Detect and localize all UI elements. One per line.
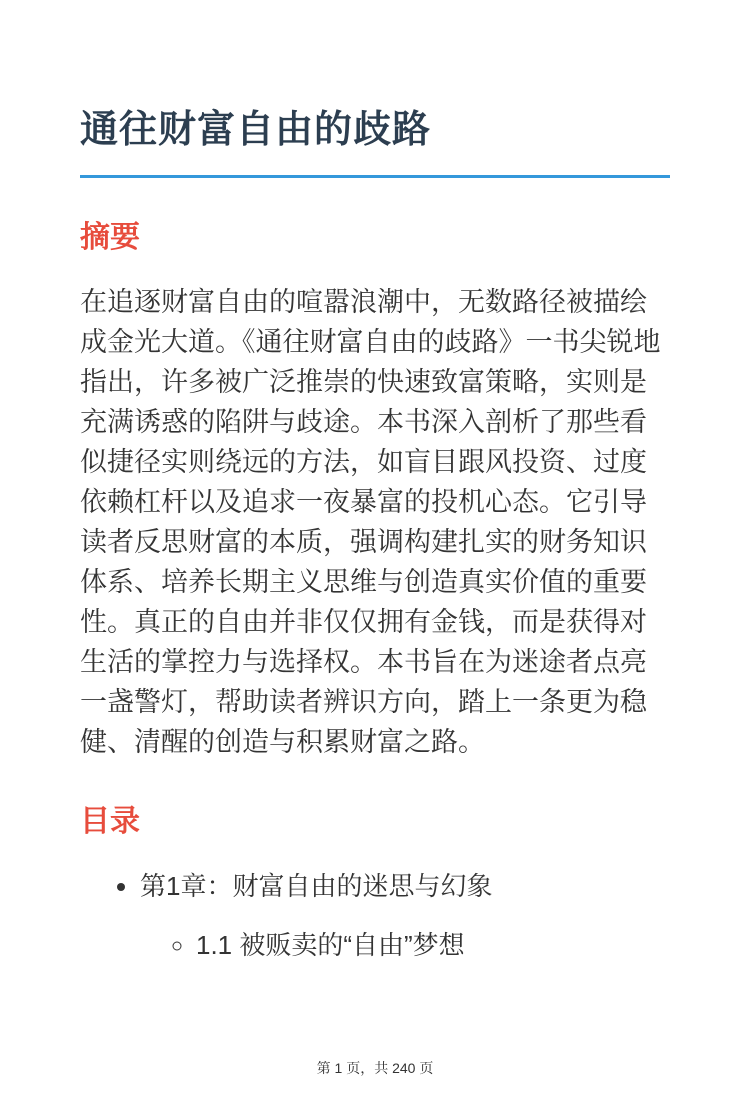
toc-subitem-label: 1.1 被贩卖的“自由”梦想 xyxy=(196,929,465,960)
page-title: 通往财富自由的歧路 xyxy=(80,109,432,151)
abstract-paragraph: 在追逐财富自由的喧嚣浪潮中，无数路径被描绘成金光大道。《通往财富自由的歧路》一书尖锐地指出，许多被广泛推崇的快速致富策略，实则是充满诱惑的陷阱与歧途。本书深入剖析了那些看似捷径实则绕远的方法，如盲目跟风投资、过度依赖杠杆以及追求一夜暴富的投机心态。它引导读者反思财富的本质，强调构建扎实的财务知识体系、培养长期主义思维与创造真实价值的重要性。真正的自由并非仅仅拥有金钱，而是获得对生活的掌控力与选择权。本书旨在为迷途者点亮一盏警灯，帮助读者辨识方向，踏上一条更为稳健、清醒的创造与积累财富之路。 xyxy=(80,287,661,758)
document-page xyxy=(0,106,750,961)
page-number-indicator: 第 1 页，共 240 页 xyxy=(316,1060,434,1076)
title-divider xyxy=(80,175,670,178)
toc-sublist xyxy=(140,929,670,962)
abstract-heading: 摘要 xyxy=(80,221,140,255)
toc-item-section-1-1 xyxy=(196,929,670,962)
toc-item-label: 第1章：财富自由的迷思与幻象 xyxy=(140,871,493,902)
toc-heading: 目录 xyxy=(80,805,140,839)
toc-item-chapter-1 xyxy=(140,870,670,961)
toc-list xyxy=(80,870,670,961)
